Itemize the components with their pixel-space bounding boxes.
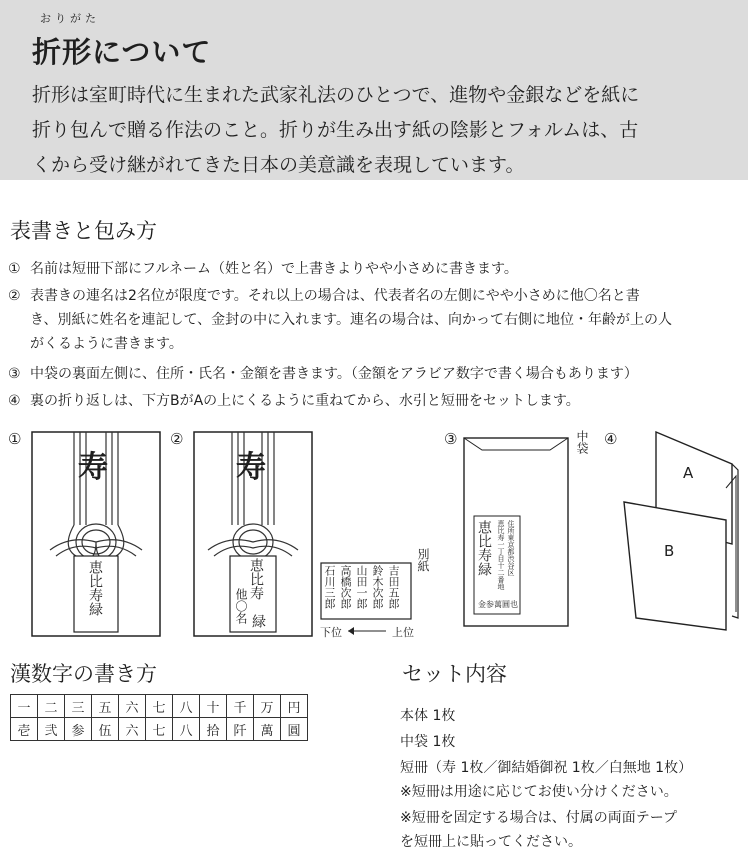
step-text: 名前は短冊下部にフルネーム（姓と名）で上書きよりやや小さめに書きます。 xyxy=(30,261,518,277)
table-cell: 十 xyxy=(200,695,227,718)
step-text: き、別紙に姓名を連記して、金封の中に入れます。連名の場合は、向かって右側に地位・年齢が上の人 xyxy=(30,312,673,328)
intro-body xyxy=(32,78,732,183)
step-text: 裏の折り返しは、下方BがAの上にくるように重ねてから、水引と短冊をセットします。 xyxy=(30,393,580,409)
section-title-set: セット内容 xyxy=(402,662,507,686)
betsushi-high: 上位 xyxy=(392,626,414,639)
betsushi-low: 下位 xyxy=(320,626,342,639)
table-cell: 七 xyxy=(146,718,173,741)
intro-line: くから受け継がれてきた日本の美意識を表現しています。 xyxy=(32,154,525,176)
intro-title: 折形について xyxy=(32,35,212,69)
figure-3-label: 中袋 xyxy=(575,430,589,454)
figure-4-label-a: A xyxy=(683,464,694,482)
set-line: 本体 1枚 xyxy=(400,708,456,724)
figure-3-address-2: 恵比寿一丁目十二番地 xyxy=(497,520,505,590)
step-text: 表書きの連名は2名位が限度です。それ以上の場合は、代表者名の左側にやや小さめに他〇名と書 xyxy=(30,288,640,304)
step-mark: ④ xyxy=(8,393,21,409)
betsushi-name: 高橋次郎 xyxy=(339,565,352,609)
figure-2-others: 他〇名 xyxy=(234,588,248,624)
step-2 xyxy=(8,284,748,356)
table-cell: 阡 xyxy=(227,718,254,741)
table-cell: 五 xyxy=(92,695,119,718)
figure-4-label-b: B xyxy=(664,542,675,560)
step-mark: ③ xyxy=(8,366,21,382)
step-text: がくるように書きます。 xyxy=(30,336,183,352)
table-cell: 八 xyxy=(173,695,200,718)
table-cell: 八 xyxy=(173,718,200,741)
betsushi-name: 石川三郎 xyxy=(323,565,336,609)
set-line: 短冊（寿 1枚／御結婚御祝 1枚／白無地 1枚） xyxy=(400,760,693,776)
table-cell: 万 xyxy=(254,695,281,718)
step-mark: ② xyxy=(8,288,21,304)
table-row xyxy=(11,695,308,718)
betsushi-arrow xyxy=(346,624,390,638)
figure-1-kotobuki: 寿 xyxy=(78,450,108,485)
set-line: ※短冊を固定する場合は、付属の両面テープ xyxy=(400,810,678,826)
betsushi-names xyxy=(322,565,400,617)
set-line: 中袋 1枚 xyxy=(400,734,456,750)
step-4 xyxy=(8,389,748,413)
set-line: を短冊上に貼ってください。 xyxy=(400,834,582,850)
step-3 xyxy=(8,362,748,386)
table-cell: 弐 xyxy=(38,718,65,741)
betsushi-name: 山田一郎 xyxy=(355,565,368,609)
table-cell: 六 xyxy=(119,718,146,741)
betsushi-label: 別紙 xyxy=(416,548,430,572)
step-mark: ① xyxy=(8,261,21,277)
table-cell: 萬 xyxy=(254,718,281,741)
table-cell: 円 xyxy=(281,695,308,718)
figure-4-number: ④ xyxy=(604,430,618,448)
intro-line: 折り包んで贈る作法のこと。折りが生み出す紙の陰影とフォルムは、古 xyxy=(32,119,639,141)
section-title-kanji: 漢数字の書き方 xyxy=(10,662,157,686)
figure-2-kotobuki: 寿 xyxy=(236,450,266,485)
intro-ruby: おりがた xyxy=(40,12,100,25)
table-cell: 七 xyxy=(146,695,173,718)
figure-1-name: 恵比寿緑 xyxy=(87,560,103,616)
table-cell: 二 xyxy=(38,695,65,718)
figure-3-name: 恵比寿緑 xyxy=(476,520,492,576)
table-cell: 拾 xyxy=(200,718,227,741)
betsushi-name: 吉田五郎 xyxy=(387,565,400,609)
figure-2-number: ② xyxy=(170,430,184,448)
table-cell: 一 xyxy=(11,695,38,718)
figure-2-last-name: 緑 xyxy=(250,614,266,628)
betsushi-name: 鈴木次郎 xyxy=(371,565,384,609)
table-cell: 六 xyxy=(119,695,146,718)
table-cell: 千 xyxy=(227,695,254,718)
step-text: 中袋の裏面左側に、住所・氏名・金額を書きます。（金額をアラビア数字で書く場合もあります） xyxy=(30,366,638,382)
set-line: ※短冊は用途に応じてお使い分けください。 xyxy=(400,784,678,800)
figure-2-name: 恵比寿 xyxy=(248,558,264,600)
figure-3-address-1: 住所東京都渋谷区 xyxy=(507,520,515,576)
table-cell: 伍 xyxy=(92,718,119,741)
figure-1-number: ① xyxy=(8,430,22,448)
step-1 xyxy=(8,257,748,281)
figure-4-folded-back xyxy=(622,428,742,634)
table-cell: 圓 xyxy=(281,718,308,741)
section-title-wrapping: 表書きと包み方 xyxy=(10,219,157,243)
figure-3-amount: 金参萬圓也 xyxy=(478,600,518,609)
figure-3-number: ③ xyxy=(444,430,458,448)
table-cell: 三 xyxy=(65,695,92,718)
table-row xyxy=(11,718,308,741)
intro-line: 折形は室町時代に生まれた武家礼法のひとつで、進物や金銀などを紙に xyxy=(32,84,640,106)
table-cell: 壱 xyxy=(11,718,38,741)
kanji-numeral-table xyxy=(10,694,308,741)
table-cell: 参 xyxy=(65,718,92,741)
